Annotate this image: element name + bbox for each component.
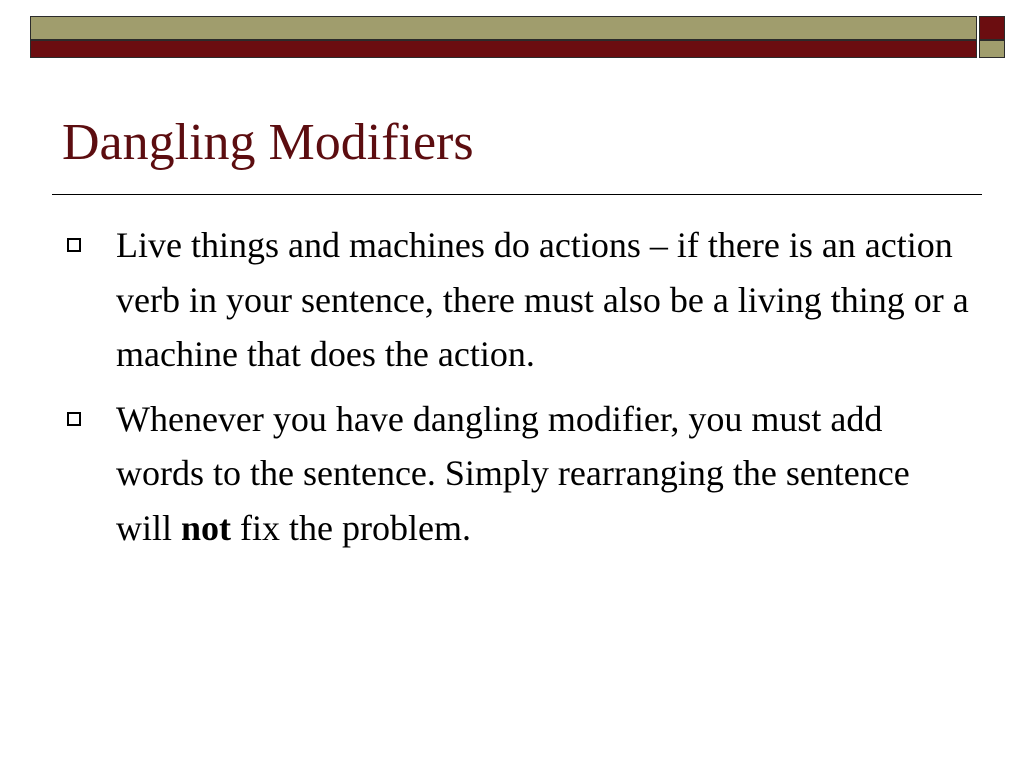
banner-corner-square-top [979,16,1005,40]
bullet-text [116,399,910,548]
hollow-square-bullet-icon [67,412,81,426]
banner-corner-square-bottom [979,40,1005,58]
bullet-text: Live things and machines do actions – if there is an action verb in your sentence, there must also be a living thing or a machine that does the action. [116,225,969,374]
title-divider [52,194,982,195]
banner-maroon-stripe [30,40,977,58]
bullet-list [62,218,972,565]
header-banner [30,16,1006,60]
bullet-text-after: fix the problem. [231,507,471,548]
hollow-square-bullet-icon [67,238,81,252]
slide-title: Dangling Modifiers [62,114,474,171]
bullet-text-before: Whenever you have dangling modifier, you must add words to the sentence. Simply rearranging the sentence will [116,398,910,548]
banner-olive-stripe [30,16,977,40]
bullet-item [62,392,972,556]
bullet-item [62,218,972,382]
bullet-emphasis: not [181,507,232,548]
